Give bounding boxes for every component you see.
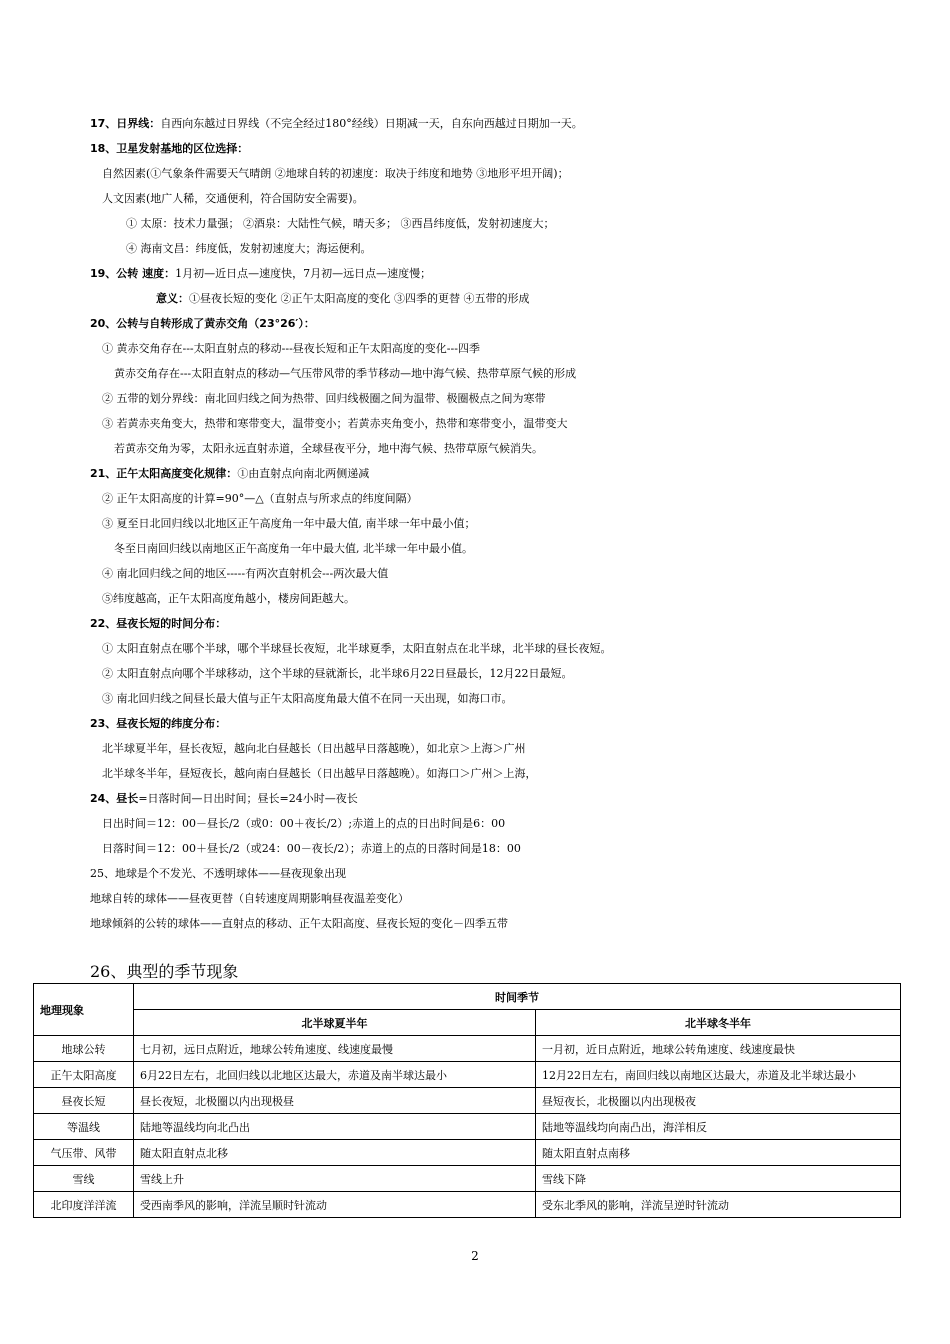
note-line: [114, 441, 543, 457]
summer-cell: 受西南季风的影响，洋流呈顺时针流动: [134, 1192, 536, 1218]
table-header-row: [34, 984, 901, 1010]
note-heading: 23、昼夜长短的纬度分布：: [90, 717, 227, 730]
winter-cell: 陆地等温线均向南凸出，海洋相反: [536, 1114, 901, 1140]
summer-cell: 昼长夜短，北极圈以内出现极昼: [134, 1088, 536, 1114]
header-phenomenon: 地理现象: [34, 984, 134, 1036]
table-row: [34, 1062, 901, 1088]
note-heading: 21、正午太阳高度变化规律：: [90, 467, 238, 480]
table-row: [34, 1036, 901, 1062]
note-line: [102, 666, 572, 682]
note-line: [102, 566, 388, 582]
note-text: 自西向东越过日界线（不完全经过180°经线）日期减一天，自东向西越过日期加一天。: [160, 117, 583, 130]
note-line: [102, 816, 505, 832]
note-text: ③ 夏至日北回归线以北地区正午高度角一年中最大值, 南半球一年中最小值；: [102, 517, 476, 530]
note-line: [90, 616, 226, 632]
seasonal-phenomena-table: [33, 983, 901, 1218]
note-text: ① 太阳直射点在哪个半球，哪个半球昼长夜短，北半球夏季，太阳直射点在北半球，北半球的昼长夜短。: [102, 642, 612, 655]
note-line: [126, 216, 555, 232]
summer-cell: 6月22日左右，北回归线以北地区达最大，赤道及南半球达最小: [134, 1062, 536, 1088]
note-line: [90, 266, 431, 282]
note-line: [102, 391, 546, 407]
note-text: ①由直射点向南北两侧递减: [237, 467, 370, 480]
note-text: 地球自转的球体——昼夜更替（自转速度周期影响昼夜温差变化）: [90, 892, 409, 905]
note-text: 日落时间＝12：00＋昼长/2（或24：00－夜长/2）；赤道上的点的日落时间是18：00: [102, 842, 521, 855]
winter-cell: 昼短夜长，北极圈以内出现极夜: [536, 1088, 901, 1114]
note-text: ①昼夜长短的变化 ②正午太阳高度的变化 ③四季的更替 ④五带的形成: [189, 292, 530, 305]
summer-cell: 陆地等温线均向北凸出: [134, 1114, 536, 1140]
phenomenon-cell: 雪线: [34, 1166, 134, 1192]
summer-cell: 雪线上升: [134, 1166, 536, 1192]
winter-cell: 12月22日左右，南回归线以南地区达最大，赤道及北半球达最小: [536, 1062, 901, 1088]
table-row: [34, 1114, 901, 1140]
phenomenon-cell: 北印度洋洋流: [34, 1192, 134, 1218]
note-text: ② 太阳直射点向哪个半球移动，这个半球的昼就渐长，北半球6月22日昼最长，12月22日最短。: [102, 667, 573, 680]
phenomenon-cell: 地球公转: [34, 1036, 134, 1062]
note-text: ① 太原：技术力量强； ②酒泉：大陆性气候，晴天多； ③西昌纬度低，发射初速度大；: [126, 217, 555, 230]
table-row: [34, 1192, 901, 1218]
table-row: [34, 1166, 901, 1192]
note-text: 冬至日南回归线以南地区正午高度角一年中最大值, 北半球一年中最小值。: [114, 542, 473, 555]
note-text: ⑤纬度越高，正午太阳高度角越小，楼房间距越大。: [102, 592, 355, 605]
note-line: [102, 516, 476, 532]
note-text: 若黄赤交角为零，太阳永远直射赤道，全球昼夜平分，地中海气候、热带草原气候消失。: [114, 442, 543, 455]
summer-cell: 随太阳直射点北移: [134, 1140, 536, 1166]
note-line: [90, 466, 369, 482]
note-line: [114, 541, 473, 557]
note-line: [114, 366, 576, 382]
note-line: [156, 291, 530, 307]
note-text: 日出时间＝12：00－昼长/2（或0：00＋夜长/2）;赤道上的点的日出时间是6：00: [102, 817, 506, 830]
note-line: [90, 916, 508, 932]
summer-cell: 七月初，远日点附近，地球公转角速度、线速度最慢: [134, 1036, 536, 1062]
note-text: =日落时间—日出时间；昼长=24小时—夜长: [138, 792, 358, 805]
note-text: 人文因素(地广人稀，交通便利，符合国防安全需要)。: [102, 192, 364, 205]
table-row: [34, 1140, 901, 1166]
note-heading: 22、昼夜长短的时间分布：: [90, 617, 227, 630]
note-line: [90, 716, 226, 732]
note-heading: 18、卫星发射基地的区位选择：: [90, 142, 249, 155]
note-text: 25、地球是个不发光、不透明球体——昼夜现象出现: [90, 867, 346, 880]
note-text: ③ 南北回归线之间昼长最大值与正午太阳高度角最大值不在同一天出现，如海口市。: [102, 692, 513, 705]
page-number: 2: [471, 1249, 479, 1263]
phenomenon-cell: 昼夜长短: [34, 1088, 134, 1114]
phenomenon-cell: 气压带、风带: [34, 1140, 134, 1166]
winter-cell: 雪线下降: [536, 1166, 901, 1192]
note-text: 1月初—近日点—速度快，7月初—远日点—速度慢；: [175, 267, 432, 280]
header-summer-half: 北半球夏半年: [134, 1010, 536, 1036]
note-heading: 20、公转与自转形成了黄赤交角（23°26′）：: [90, 317, 315, 330]
table-subheader-row: [34, 1010, 901, 1036]
note-heading: 19、公转 速度：: [90, 267, 176, 280]
note-text: ① 黄赤交角存在---太阳直射点的移动---昼夜长短和正午太阳高度的变化---四季: [102, 342, 480, 355]
note-text: ② 正午太阳高度的计算=90°—△（直射点与所求点的纬度间隔）: [102, 492, 418, 505]
note-line: [102, 416, 568, 432]
note-line: [90, 791, 358, 807]
note-line: [90, 316, 315, 332]
note-line: [102, 166, 569, 182]
note-text: 地球倾斜的公转的球体——直射点的移动、正午太阳高度、昼夜长短的变化－四季五带: [90, 917, 508, 930]
winter-cell: 随太阳直射点南移: [536, 1140, 901, 1166]
note-line: [126, 241, 372, 257]
note-line: [90, 891, 409, 907]
note-heading: 17、日界线：: [90, 117, 161, 130]
note-line: [102, 191, 364, 207]
note-heading: 意义：: [156, 292, 189, 305]
winter-cell: 一月初，近日点附近，地球公转角速度、线速度最快: [536, 1036, 901, 1062]
header-time-season: 时间季节: [134, 984, 901, 1010]
note-line: [102, 591, 355, 607]
note-line: [90, 141, 248, 157]
note-text: 自然因素(①气象条件需要天气晴朗 ②地球自转的初速度：取决于纬度和地势 ③地形平坦开阔)；: [102, 167, 569, 180]
winter-cell: 受东北季风的影响，洋流呈逆时针流动: [536, 1192, 901, 1218]
note-heading: 24、昼长: [90, 792, 139, 805]
note-line: [102, 741, 526, 757]
note-text: 黄赤交角存在---太阳直射点的移动—气压带风带的季节移动—地中海气候、热带草原气候的形成: [114, 367, 577, 380]
note-text: ④ 海南文昌：纬度低，发射初速度大；海运便利。: [126, 242, 372, 255]
note-line: [90, 866, 346, 882]
note-text: ② 五带的划分界线：南北回归线之间为热带、回归线极圈之间为温带、极圈极点之间为寒带: [102, 392, 546, 405]
header-winter-half: 北半球冬半年: [536, 1010, 901, 1036]
note-line: [90, 116, 583, 132]
note-line: [102, 841, 521, 857]
note-text: ④ 南北回归线之间的地区-----有两次直射机会---两次最大值: [102, 567, 389, 580]
note-line: [102, 341, 480, 357]
note-line: [102, 766, 537, 782]
phenomenon-cell: 正午太阳高度: [34, 1062, 134, 1088]
phenomenon-cell: 等温线: [34, 1114, 134, 1140]
section-26-title: 26、典型的季节现象: [90, 962, 239, 981]
note-text: 北半球冬半年，昼短夜长，越向南白昼越长（日出越早日落越晚）。如海口＞广州＞上海，: [102, 767, 537, 780]
note-line: [102, 491, 418, 507]
note-line: [102, 641, 612, 657]
table-row: [34, 1088, 901, 1114]
note-text: 北半球夏半年，昼长夜短，越向北白昼越长（日出越早日落越晚），如北京＞上海＞广州: [102, 742, 526, 755]
note-text: ③ 若黄赤夹角变大，热带和寒带变大，温带变小；若黄赤夹角变小，热带和寒带变小，温带变大: [102, 417, 568, 430]
note-line: [102, 691, 513, 707]
